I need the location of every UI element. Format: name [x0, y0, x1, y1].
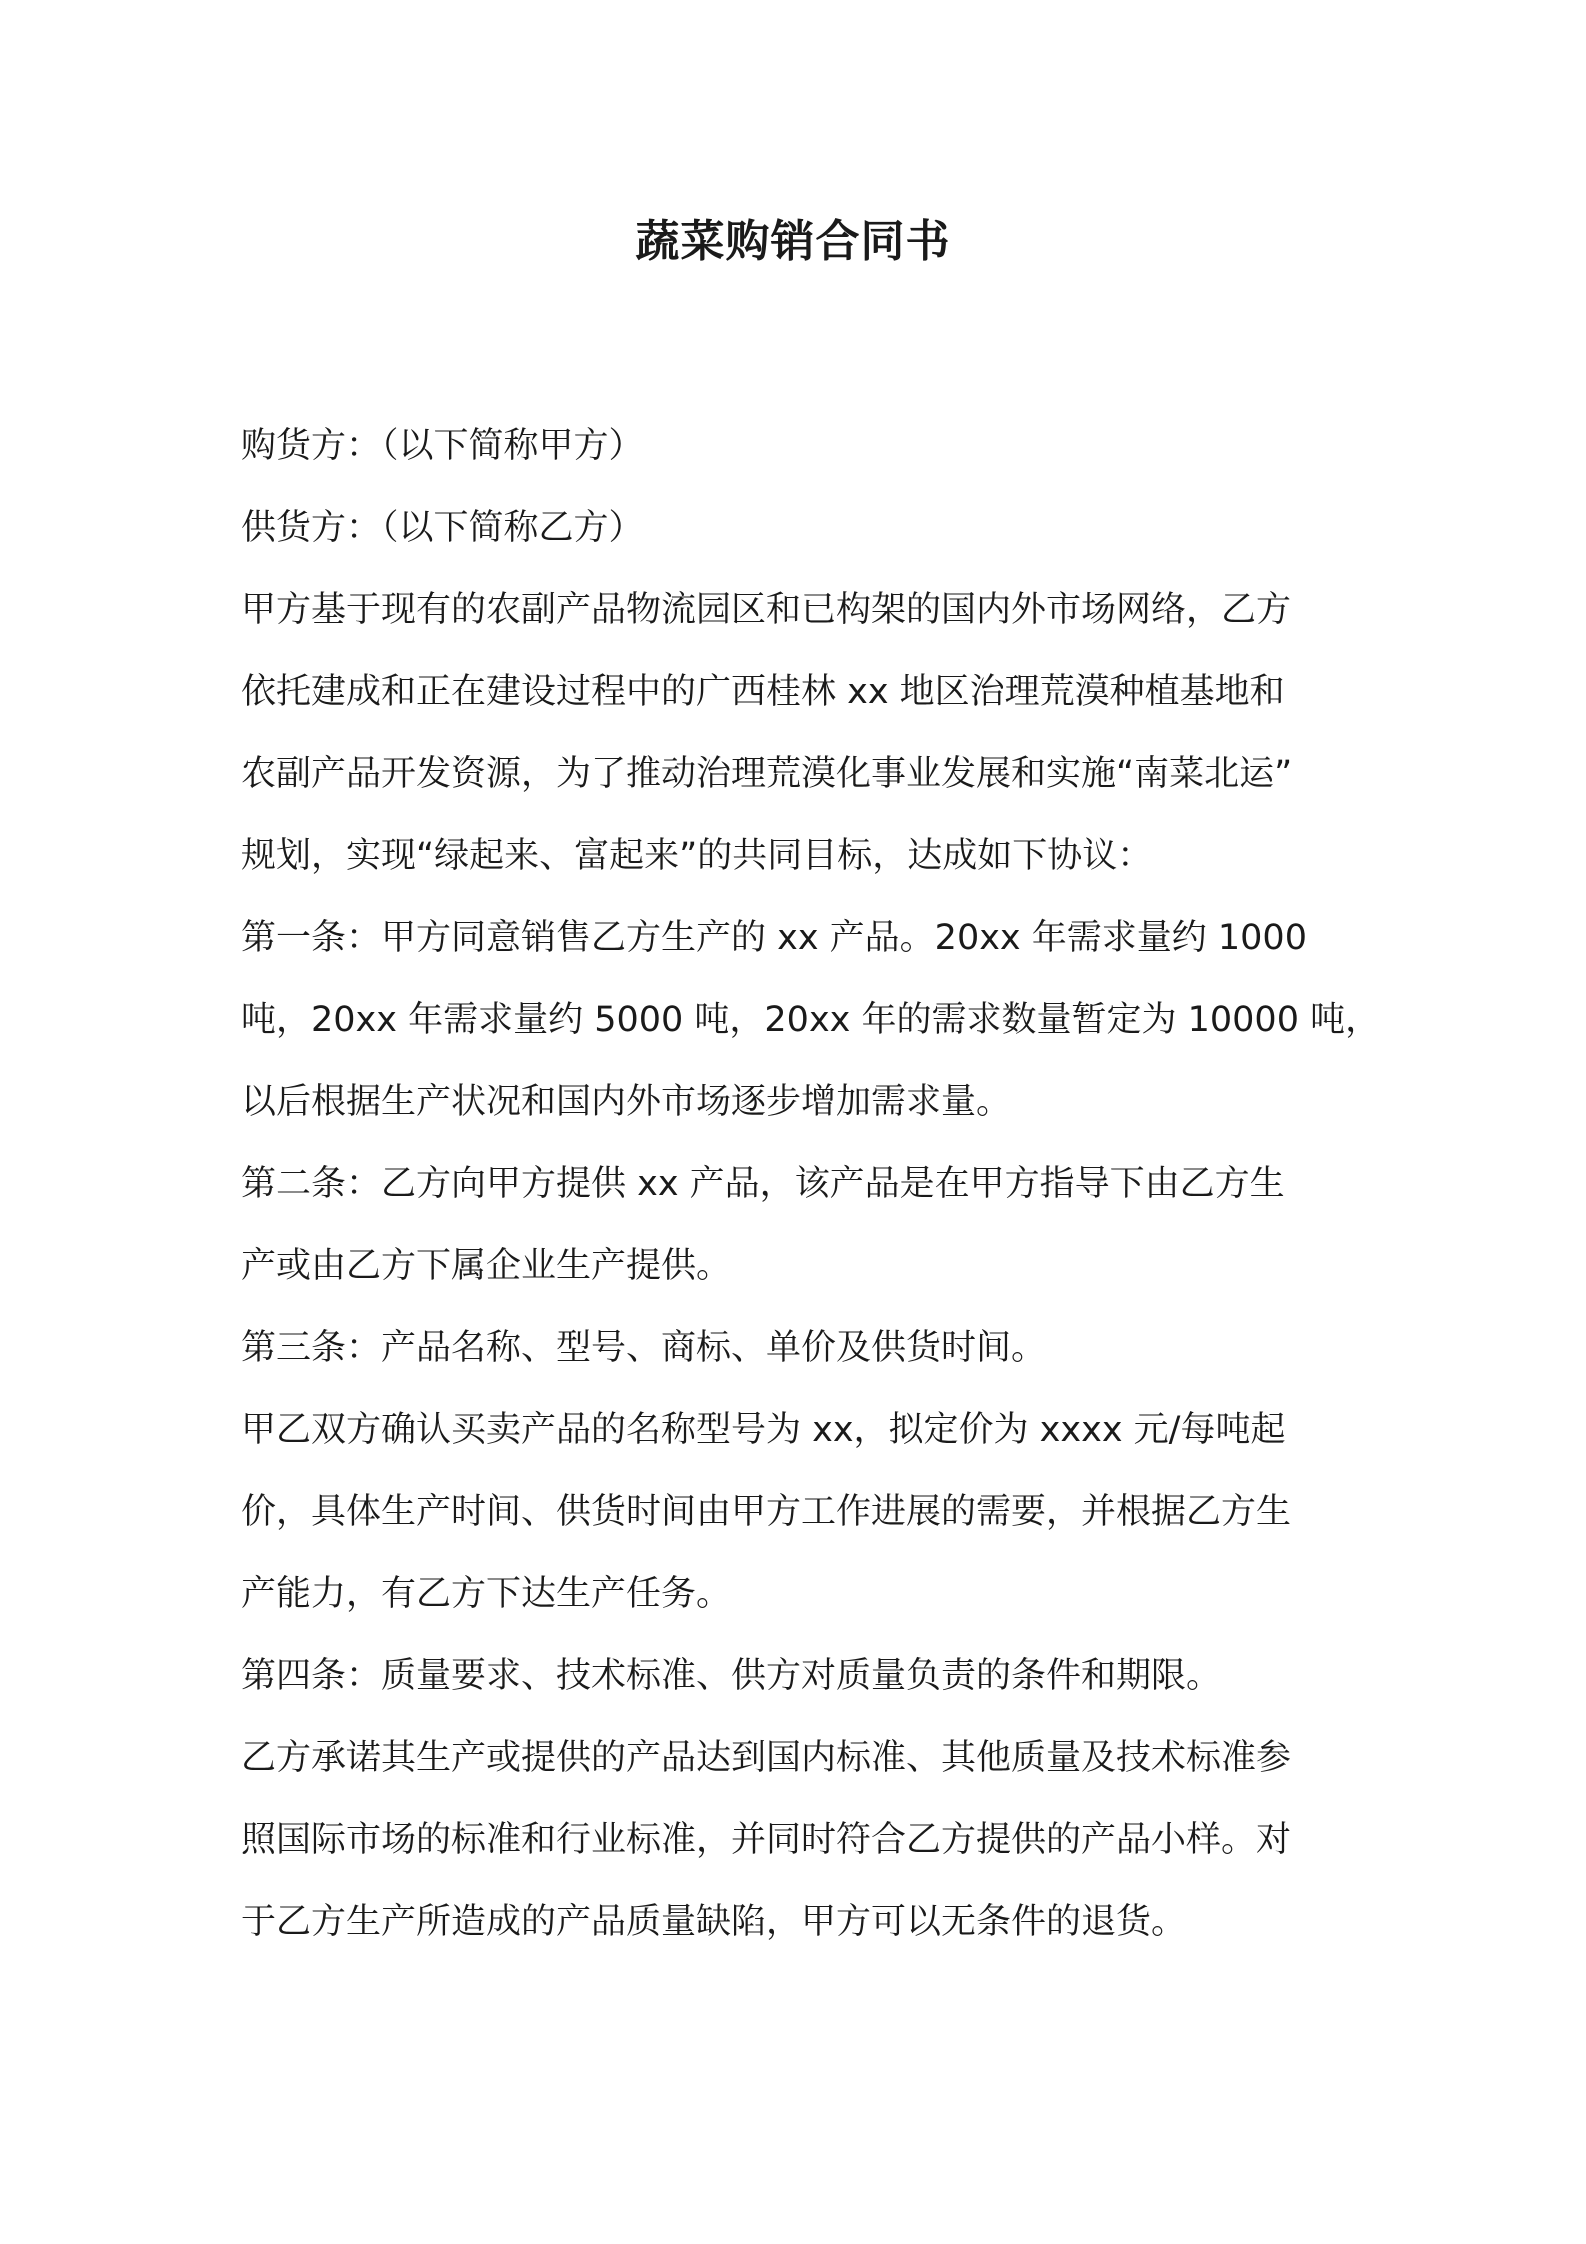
body-line: 农副产品开发资源，为了推动治理荒漠化事业发展和实施“南菜北运”: [241, 754, 1293, 794]
body-line: 第三条：产品名称、型号、商标、单价及供货时间。: [241, 1328, 1047, 1368]
body-line: 供货方：（以下简称乙方）: [241, 508, 644, 548]
body-line: 产或由乙方下属企业生产提供。: [241, 1246, 732, 1286]
body-line: 甲方基于现有的农副产品物流园区和已构架的国内外市场网络，乙方: [241, 590, 1292, 630]
body-line: 于乙方生产所造成的产品质量缺陷，甲方可以无条件的退货。: [241, 1902, 1187, 1942]
body-line: 照国际市场的标准和行业标准，并同时符合乙方提供的产品小样。对: [241, 1820, 1292, 1860]
body-line: 以后根据生产状况和国内外市场逐步增加需求量。: [241, 1082, 1012, 1122]
document-body: [241, 405, 1381, 1963]
document-title: 蔬菜购销合同书: [635, 216, 951, 267]
body-line: 依托建成和正在建设过程中的广西桂林 xx 地区治理荒漠种植基地和: [241, 672, 1285, 712]
body-line: 吨，20xx 年需求量约 5000 吨，20xx 年的需求数量暂定为 10000 吨，: [241, 1000, 1381, 1040]
body-line: 甲乙双方确认买卖产品的名称型号为 xx，拟定价为 xxxx 元/每吨起: [241, 1410, 1286, 1450]
body-line: 乙方承诺其生产或提供的产品达到国内标准、其他质量及技术标准参: [241, 1738, 1292, 1778]
body-line: 第一条：甲方同意销售乙方生产的 xx 产品。20xx 年需求量约 1000: [241, 918, 1307, 958]
body-line: 规划，实现“绿起来、富起来”的共同目标，达成如下协议：: [241, 836, 1153, 876]
body-line: 价，具体生产时间、供货时间由甲方工作进展的需要，并根据乙方生: [241, 1492, 1292, 1532]
body-line: 产能力，有乙方下达生产任务。: [241, 1574, 732, 1614]
body-line: 第二条：乙方向甲方提供 xx 产品，该产品是在甲方指导下由乙方生: [241, 1164, 1285, 1204]
body-line: 购货方：（以下简称甲方）: [241, 426, 644, 466]
body-line: 第四条：质量要求、技术标准、供方对质量负责的条件和期限。: [241, 1656, 1222, 1696]
